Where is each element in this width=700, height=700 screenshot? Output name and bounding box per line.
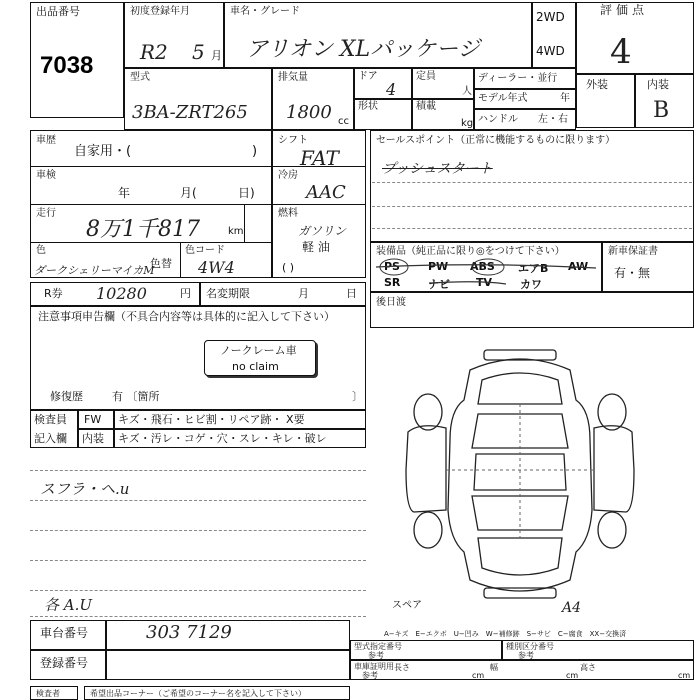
- equip-strike-row1: [376, 265, 596, 268]
- warranty-label: 新車保証書: [608, 246, 658, 257]
- color-value: ダークシェリーマイカM: [34, 264, 155, 277]
- history-value: 自家用・(: [74, 144, 132, 159]
- drive-4wd: 4WD: [536, 44, 565, 58]
- model-value: 3BA-ZRT265: [132, 102, 248, 123]
- equip-navi: ナビ: [428, 278, 450, 291]
- left-front-wheel: [414, 394, 442, 430]
- equip-ps: PS: [384, 260, 400, 273]
- fuel-label: 燃料: [278, 208, 298, 219]
- int-label: 内装: [82, 432, 104, 445]
- stamp-line-1: ノークレーム車: [220, 344, 297, 357]
- shape-label: 形状: [358, 101, 378, 112]
- class-ref: 参考: [518, 651, 534, 660]
- column-divider: [180, 242, 181, 278]
- dotted-line: [30, 590, 366, 591]
- equip-leather: カワ: [520, 278, 542, 291]
- ac-value: AAC: [306, 182, 346, 203]
- sales-point-cell: [370, 130, 694, 242]
- first-registration-era: R2: [140, 40, 168, 64]
- length-label: 長さ: [394, 663, 410, 672]
- footer-inspector-label: 検査者: [36, 689, 60, 698]
- height-unit: cm: [678, 671, 691, 680]
- handwritten-note-1: スフラ・ヘ.u: [40, 480, 130, 498]
- damage-legend: A−キズ E−エクボ U−凹み W−補修跡 S−サビ C−腐食 XX−交換済: [384, 630, 627, 638]
- model-label: 型式: [130, 72, 150, 83]
- dotted-line: [372, 228, 692, 229]
- dotted-line: [30, 616, 366, 617]
- ac-label: 冷房: [278, 170, 298, 181]
- equip-aw: AW: [568, 260, 589, 273]
- width-label: 幅: [490, 663, 498, 672]
- footer-corner-label: 希望出品コーナー（ご希望のコーナー名を記入して下さい）: [90, 689, 306, 698]
- name-change-label: 名変期限: [206, 287, 250, 300]
- first-registration-month: 5: [192, 40, 205, 64]
- car-damage-diagram: [400, 340, 640, 610]
- repair-value: 有 〔箇所: [112, 390, 160, 403]
- history-label: 車歴: [36, 135, 56, 146]
- car-name: アリオン XLパッケージ: [246, 37, 480, 62]
- equip-airbag: エアB: [518, 262, 549, 275]
- fw-label: FW: [84, 413, 102, 426]
- door-label: ドア: [358, 71, 378, 82]
- history-close: ): [252, 144, 258, 159]
- inspector-label: 検査員: [34, 413, 67, 426]
- sales-point-label: セールスポイント（正常に機能するものに限ります）: [376, 135, 616, 146]
- dotted-line: [30, 500, 366, 501]
- yen-unit: 円: [180, 287, 191, 300]
- entry-label: 記入欄: [34, 432, 67, 445]
- color-code-value: 4W4: [198, 258, 235, 277]
- interior-grade: B: [653, 98, 670, 123]
- door-value: 4: [386, 80, 397, 99]
- equip-circle-abs: [472, 259, 504, 275]
- color-change-label: 色替: [150, 257, 172, 270]
- dealer-label: ディーラー・並行: [478, 73, 558, 84]
- equipment-marks: [370, 256, 602, 292]
- first-registration-label: 初度登録年月: [130, 6, 190, 17]
- lot-number: 7038: [40, 52, 94, 79]
- rear-bumper: [484, 588, 556, 598]
- shift-label: シフト: [278, 135, 308, 146]
- deferred-delivery-label: 後日渡: [376, 297, 406, 308]
- repair-close: 〕: [352, 390, 363, 403]
- score-value: 4: [610, 32, 632, 72]
- equip-strike-row2: [430, 282, 506, 284]
- vehicle-cert-label: 車庫証明用: [354, 662, 394, 671]
- stamp-line-2: no claim: [232, 360, 279, 373]
- person-unit: 人: [462, 86, 472, 97]
- hood: [478, 373, 562, 404]
- spare-label: スペア: [392, 600, 422, 611]
- fuel-paren: ( ): [282, 261, 295, 274]
- diagram-mark-a4: A4: [562, 600, 582, 616]
- vehicle-cert-ref: 参考: [362, 671, 378, 680]
- recycle-value: 10280: [96, 284, 147, 303]
- dotted-line: [30, 470, 366, 471]
- displacement-value: 1800: [286, 102, 332, 123]
- type-cert-label: 型式指定番号: [354, 642, 402, 651]
- left-rear-wheel: [414, 512, 442, 548]
- trunk: [478, 538, 562, 575]
- car-outline: [448, 359, 592, 591]
- right-rear-wheel: [598, 512, 626, 548]
- mileage-label: 走行: [36, 208, 56, 219]
- handwritten-note-2: 各 A.U: [44, 596, 93, 614]
- fuel-diesel: 軽 油: [302, 240, 330, 254]
- equip-sr: SR: [384, 276, 401, 289]
- recycle-label: R券: [44, 287, 63, 300]
- inspection-label: 車検: [36, 170, 56, 181]
- dotted-line: [372, 182, 692, 183]
- fuel-value: ガソリン: [298, 224, 347, 238]
- dotted-line: [30, 530, 366, 531]
- mileage-value: 8万1千817: [86, 217, 200, 242]
- inspection-year-unit: 年: [118, 186, 131, 200]
- equip-pw: PW: [428, 260, 449, 273]
- color-code-label: 色コード: [185, 245, 225, 256]
- dotted-line: [30, 560, 366, 561]
- sales-point-value: プッシュスタート: [382, 161, 493, 177]
- row-divider: [30, 242, 272, 243]
- fw-items: キズ・飛石・ヒビ割・リペア跡・ X要: [118, 413, 305, 426]
- right-front-door: [594, 426, 634, 512]
- equipment-label: 装備品（純正品に限り◎をつけて下さい）: [376, 246, 565, 257]
- row-divider: [272, 166, 366, 167]
- int-items: キズ・汚レ・コゲ・穴・スレ・キレ・破レ: [118, 432, 327, 445]
- notes-label: 注意事項申告欄（不具合内容等は具体的に記入して下さい）: [38, 310, 335, 323]
- displacement-label: 排気量: [278, 72, 308, 83]
- model-year-label: モデル年式: [478, 93, 528, 104]
- row-divider: [30, 166, 272, 167]
- name-change-day: 日: [346, 287, 357, 300]
- capacity-label: 定員: [416, 71, 436, 82]
- equip-tv: TV: [476, 276, 493, 289]
- km-unit: km: [228, 226, 244, 237]
- height-label: 高さ: [580, 663, 596, 672]
- inspection-month-unit: 月(: [180, 186, 197, 200]
- type-cert-ref: 参考: [368, 651, 384, 660]
- kg-unit: kg: [461, 118, 474, 129]
- handle-options: 左・右: [538, 114, 568, 125]
- drive-2wd: 2WD: [536, 10, 565, 24]
- length-unit: cm: [472, 671, 485, 680]
- inspection-day-unit: 日): [238, 186, 255, 200]
- reg-value-cell: [106, 650, 350, 680]
- dotted-line: [372, 206, 692, 207]
- lot-number-label: 出品番号: [36, 5, 80, 18]
- handle-label: ハンドル: [478, 114, 518, 125]
- right-front-wheel: [598, 394, 626, 430]
- reg-label: 登録番号: [40, 656, 89, 670]
- load-label: 積載: [416, 101, 436, 112]
- model-year-unit: 年: [560, 93, 570, 104]
- chassis-label: 車台番号: [40, 626, 89, 640]
- class-label: 種別区分番号: [506, 642, 554, 651]
- cc-unit: cc: [338, 116, 349, 127]
- chassis-value: 303 7129: [146, 622, 232, 643]
- deferred-delivery-cell: [370, 292, 694, 328]
- equip-abs: ABS: [470, 260, 495, 273]
- left-front-door: [406, 426, 446, 512]
- row-divider: [30, 204, 272, 205]
- warranty-value: 有・無: [614, 266, 651, 280]
- shift-value: FAT: [300, 146, 339, 170]
- row-divider: [272, 204, 366, 205]
- car-grade-label: 車名・グレード: [230, 6, 300, 17]
- width-unit: cm: [566, 671, 579, 680]
- interior-label: 内装: [647, 78, 669, 91]
- repair-label: 修復歴: [50, 390, 83, 403]
- month-suffix: 月: [211, 49, 222, 62]
- name-change-month: 月: [298, 287, 309, 300]
- color-label: 色: [36, 245, 46, 256]
- column-divider: [244, 204, 245, 242]
- exterior-label: 外装: [586, 78, 608, 91]
- score-label: 評価点: [600, 3, 649, 17]
